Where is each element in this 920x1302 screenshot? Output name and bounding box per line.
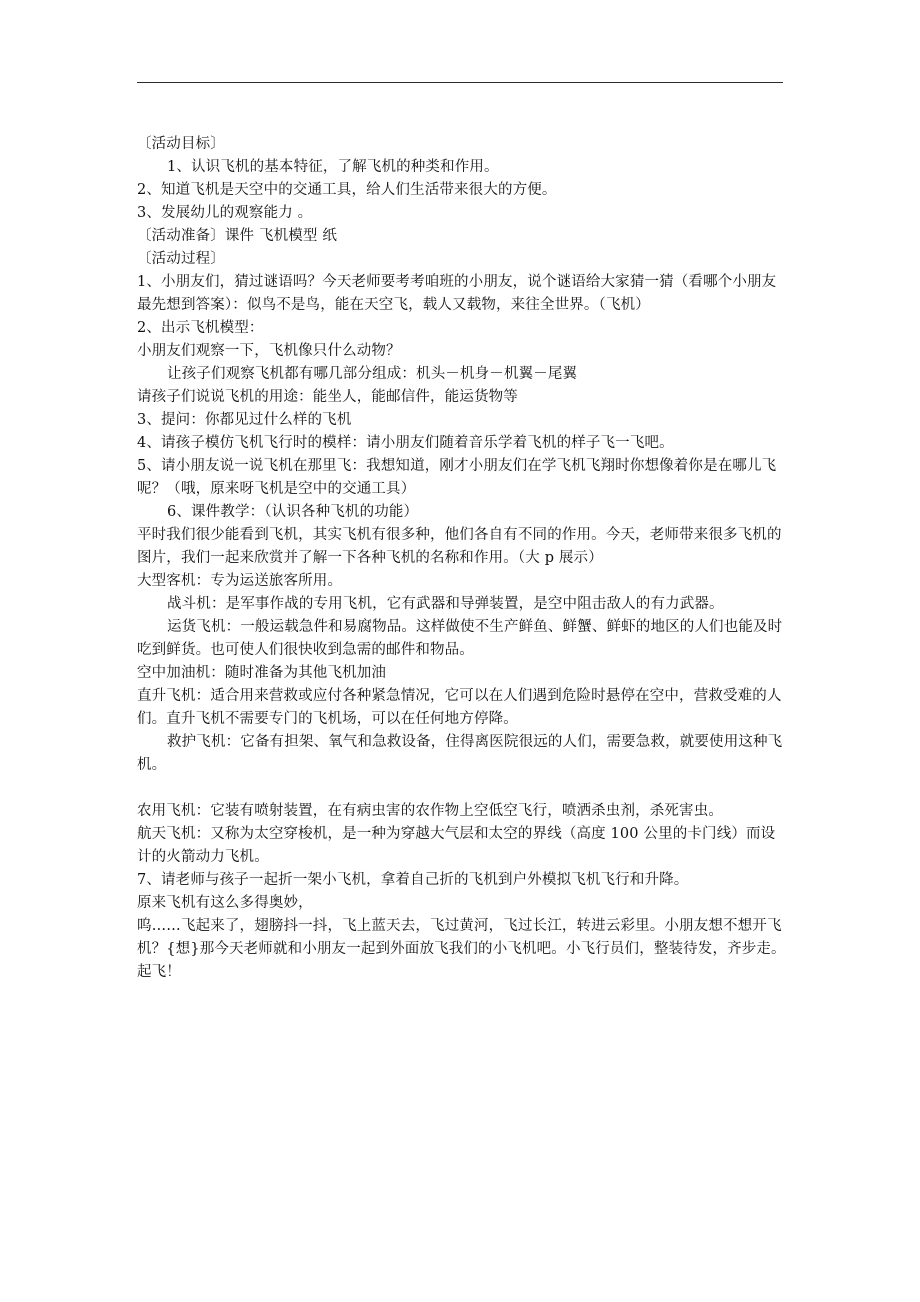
paragraph: 航天飞机：又称为太空穿梭机，是一种为穿越大气层和太空的界线（高度 100 公里的卡门线）而设计的火箭动力飞机。 [137, 826, 776, 865]
paragraph: 呜……飞起来了，翅膀抖一抖，飞上蓝天去，飞过黄河，飞过长江，转进云彩里。小朋友想不想开飞机？{想}那今天老师就和小朋友一起到外面放飞我们的小飞机吧。小飞行员们，整装待发，齐步走。起飞！ [137, 918, 786, 980]
blank-line [137, 777, 787, 800]
paragraph: 1、认识飞机的基本特征，了解飞机的种类和作用。 [167, 159, 499, 175]
paragraph: 〔活动准备〕课件 飞机模型 纸 [137, 228, 337, 244]
paragraph: 〔活动过程〕 [137, 251, 225, 267]
paragraph: 运货飞机：一般运载急件和易腐物品。这样做使不生产鲜鱼、鲜蟹、鲜虾的地区的人们也能及时吃到鲜货。也可使人们很快收到急需的邮件和物品。 [137, 619, 783, 658]
paragraph: 战斗机：是军事作战的专用飞机，它有武器和导弹装置，是空中阻击敌人的有力武器。 [167, 596, 724, 612]
paragraph: 小朋友们观察一下，飞机像只什么动物？ [137, 343, 401, 359]
header-rule [137, 82, 783, 83]
paragraph: 3、发展幼儿的观察能力 。 [137, 205, 313, 221]
paragraph: 农用飞机：它装有喷射装置，在有病虫害的农作物上空低空飞行，喷洒杀虫剂，杀死害虫。 [137, 803, 723, 819]
paragraph: 大型客机：专为运送旅客所用。 [137, 573, 343, 589]
paragraph: 5、请小朋友说一说飞机在那里飞：我想知道，刚才小朋友们在学飞机飞翔时你想像着你是在哪儿飞呢？（哦，原来呀飞机是空中的交通工具） [137, 458, 777, 497]
paragraph: 〔活动目标〕 [137, 136, 225, 152]
paragraph: 7、请老师与孩子一起折一架小飞机，拿着自己折的飞机到户外模拟飞机飞行和升降。 [137, 872, 689, 888]
paragraph: 救护飞机：它备有担架、氧气和急救设备，住得离医院很远的人们，需要急救，就要使用这种飞机。 [137, 734, 783, 773]
paragraph: 请孩子们说说飞机的用途：能坐人，能邮信件，能运货物等 [137, 389, 518, 405]
paragraph: 2、知道飞机是天空中的交通工具，给人们生活带来很大的方便。 [137, 182, 557, 198]
paragraph: 1、小朋友们，猜过谜语吗？今天老师要考考咱班的小朋友，说个谜语给大家猜一猜（看哪个小朋友最先想到答案）：似鸟不是鸟，能在天空飞，载人又载物，来往全世界。（飞机） [137, 274, 777, 313]
paragraph: 6、课件教学：（认识各种飞机的功能） [167, 504, 419, 520]
paragraph: 4、请孩子模仿飞机飞行时的模样：请小朋友们随着音乐学着飞机的样子飞一飞吧。 [137, 435, 674, 451]
paragraph: 让孩子们观察飞机都有哪几部分组成：机头－机身－机翼－尾翼 [167, 366, 578, 382]
paragraph: 直升飞机：适合用来营救或应付各种紧急情况，它可以在人们遇到危险时悬停在空中，营救受难的人们。直升飞机不需要专门的飞机场，可以在任何地方停降。 [137, 688, 782, 727]
document-body [137, 133, 787, 984]
paragraph: 原来飞机有这么多得奥妙， [137, 895, 313, 911]
paragraph: 空中加油机：随时准备为其他飞机加油 [137, 665, 387, 681]
paragraph: 平时我们很少能看到飞机，其实飞机有很多种，他们各自有不同的作用。今天，老师带来很多飞机的图片，我们一起来欣赏并了解一下各种飞机的名称和作用。（大 p 展示） [137, 527, 782, 566]
paragraph: 2、出示飞机模型： [137, 320, 264, 336]
paragraph: 3、提问：你都见过什么样的飞机 [137, 412, 352, 428]
